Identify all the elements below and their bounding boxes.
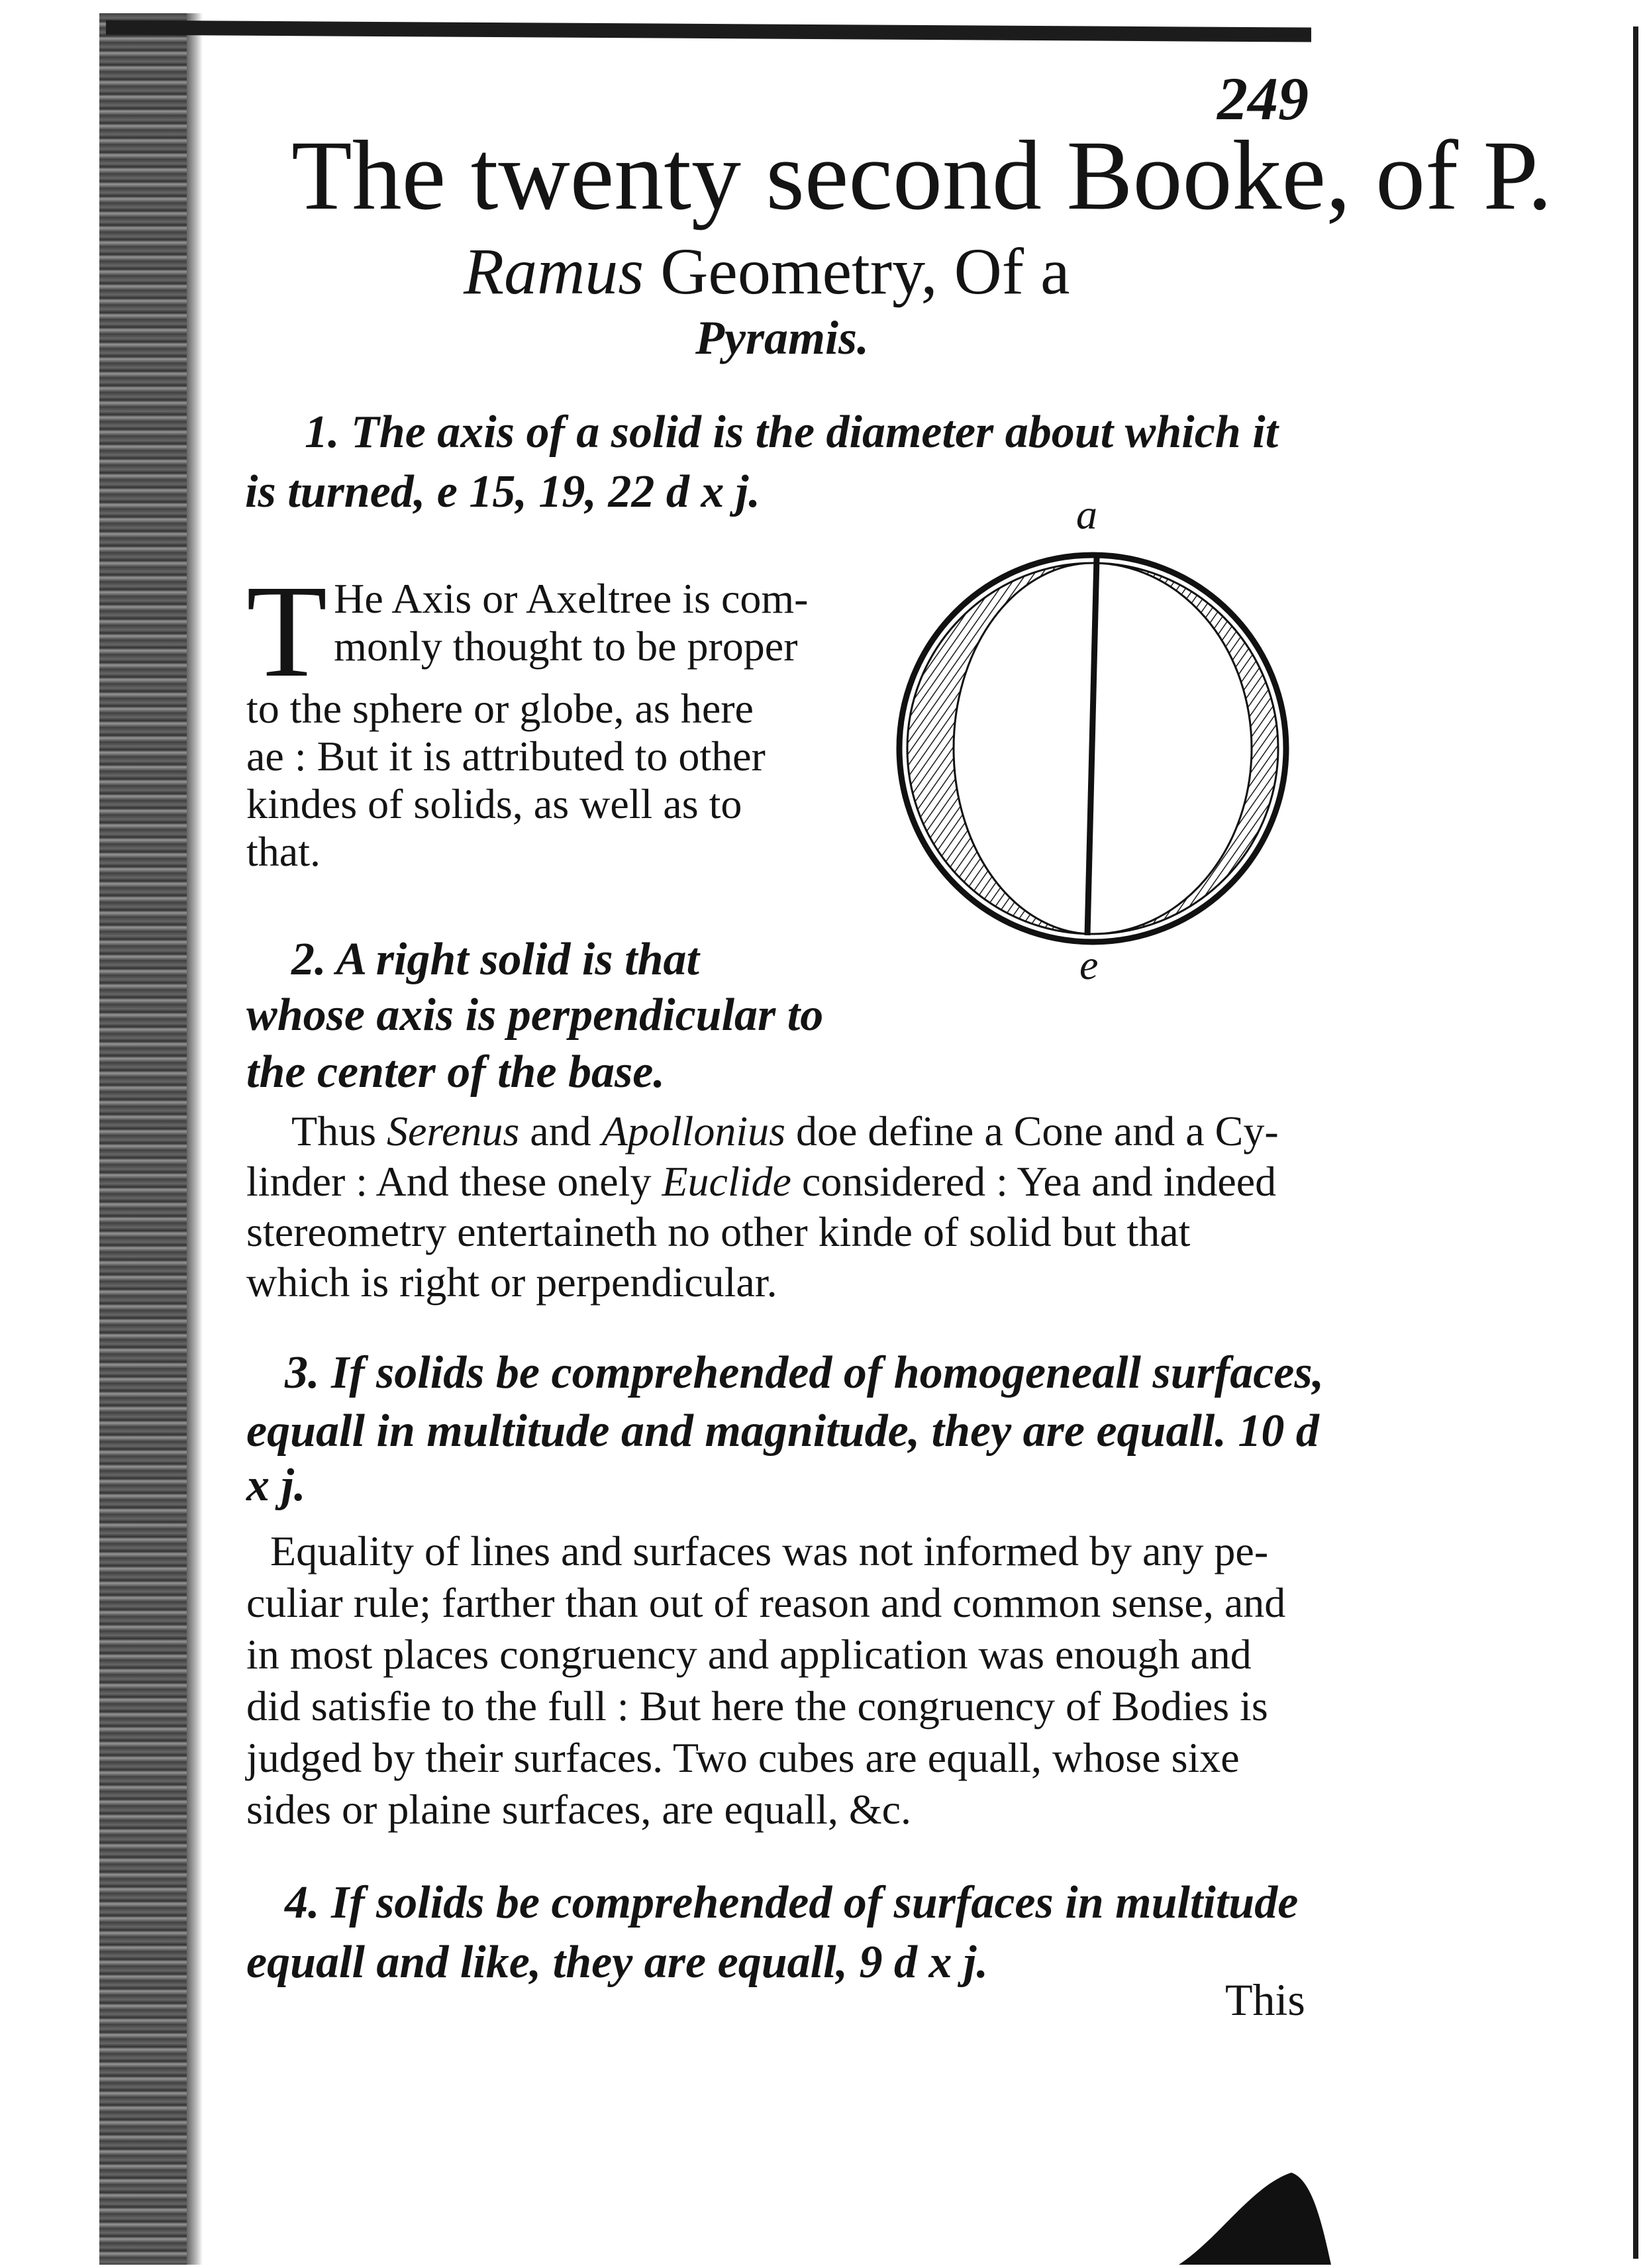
paragraph-axis-line: ae : But it is attributed to other bbox=[246, 733, 766, 780]
paragraph-axis-line: that. bbox=[246, 828, 321, 875]
paragraph-axis-line: kindes of solids, as well as to bbox=[246, 780, 742, 827]
paragraph-serenus-line-2 bbox=[246, 1158, 1276, 1206]
paragraph-equality-line: judged by their surfaces. Two cubes are equall, whose sixe bbox=[246, 1734, 1240, 1781]
page-top-edge-line bbox=[106, 20, 1311, 42]
paragraph-serenus-line-3: stereometry entertaineth no other kinde of solid but that bbox=[246, 1208, 1191, 1255]
sphere-illustration bbox=[881, 503, 1305, 980]
paragraph-equality-line: Equality of lines and surfaces was not informed by any pe- bbox=[270, 1527, 1269, 1574]
page-title-line-2 bbox=[464, 232, 1324, 311]
sphere-axis-line bbox=[1087, 558, 1097, 935]
paragraph-equality-line: did satisfie to the full : But here the congruency of Bodies is bbox=[246, 1682, 1268, 1729]
paragraph-serenus-line-4: which is right or perpendicular. bbox=[246, 1259, 777, 1306]
paragraph-equality-line: sides or plaine surfaces, are equall, &c. bbox=[246, 1786, 912, 1833]
text-run: Thus bbox=[291, 1108, 387, 1155]
binding-gutter-edge bbox=[187, 13, 203, 2265]
paragraph-axis bbox=[246, 558, 842, 876]
proposition-4-line-2: equall and like, they are equall, 9 d x j. bbox=[246, 1937, 988, 1988]
proposition-3-line-2: equall in multitude and magnitude, they are equall. 10 d bbox=[246, 1406, 1319, 1457]
figure-label-e: e bbox=[1079, 941, 1099, 988]
proposition-2-line-1: 2. A right solid is that bbox=[291, 934, 699, 985]
sphere-figure bbox=[881, 491, 1305, 988]
drop-cap: T bbox=[246, 558, 328, 705]
ornament-shape bbox=[1179, 2159, 1331, 2265]
name-apollonius: Apollonius bbox=[601, 1108, 785, 1155]
sphere-right-shading bbox=[1093, 563, 1278, 934]
proposition-1-line-2: is turned, e 15, 19, 22 d x j. bbox=[245, 466, 760, 517]
proposition-1-line-1: 1. The axis of a solid is the diameter about which it bbox=[305, 407, 1279, 458]
proposition-3-line-1: 3. If solids be comprehended of homogeneall surfaces, bbox=[285, 1347, 1324, 1398]
bottom-ornament-fragment bbox=[1179, 2159, 1331, 2265]
paragraph-axis-line: to the sphere or globe, as here bbox=[246, 685, 754, 732]
paragraph-equality-line: in most places congruency and application was enough and bbox=[246, 1631, 1252, 1678]
paragraph-serenus-line-1 bbox=[291, 1108, 1279, 1155]
paragraph-equality-line: culiar rule; farther than out of reason and common sense, and bbox=[246, 1579, 1286, 1626]
text-run: considered : Yea and indeed bbox=[791, 1158, 1277, 1205]
page-number: 249 bbox=[1217, 65, 1309, 132]
sphere-left-shading bbox=[907, 563, 1093, 934]
page-right-edge-line bbox=[1633, 26, 1638, 2259]
name-euclide: Euclide bbox=[662, 1158, 791, 1205]
figure-label-a: a bbox=[1076, 491, 1097, 538]
page-title-line-3: Pyramis. bbox=[695, 311, 869, 364]
text-run: and bbox=[519, 1108, 602, 1155]
text-run: doe define a Cone and a Cy- bbox=[785, 1108, 1279, 1155]
text-run: linder : And these onely bbox=[246, 1158, 662, 1205]
paragraph-axis-line: He Axis or Axeltree is com- bbox=[334, 575, 809, 622]
binding-gutter-shadow bbox=[99, 13, 192, 2265]
page-title-line-1: The twenty second Booke, of P. bbox=[291, 121, 1552, 231]
name-serenus: Serenus bbox=[387, 1108, 520, 1155]
proposition-4-line-1: 4. If solids be comprehended of surfaces in multitude bbox=[285, 1877, 1299, 1928]
paragraph-axis-line: monly thought to be proper bbox=[334, 623, 798, 670]
proposition-2-line-3: the center of the base. bbox=[246, 1047, 665, 1098]
title-ramus: Ramus bbox=[464, 234, 644, 308]
title-geometry: Geometry, Of a bbox=[644, 234, 1070, 308]
proposition-2-line-2: whose axis is perpendicular to bbox=[246, 990, 824, 1041]
catchword: This bbox=[1225, 1975, 1305, 2025]
proposition-3-line-3: x j. bbox=[246, 1460, 306, 1511]
